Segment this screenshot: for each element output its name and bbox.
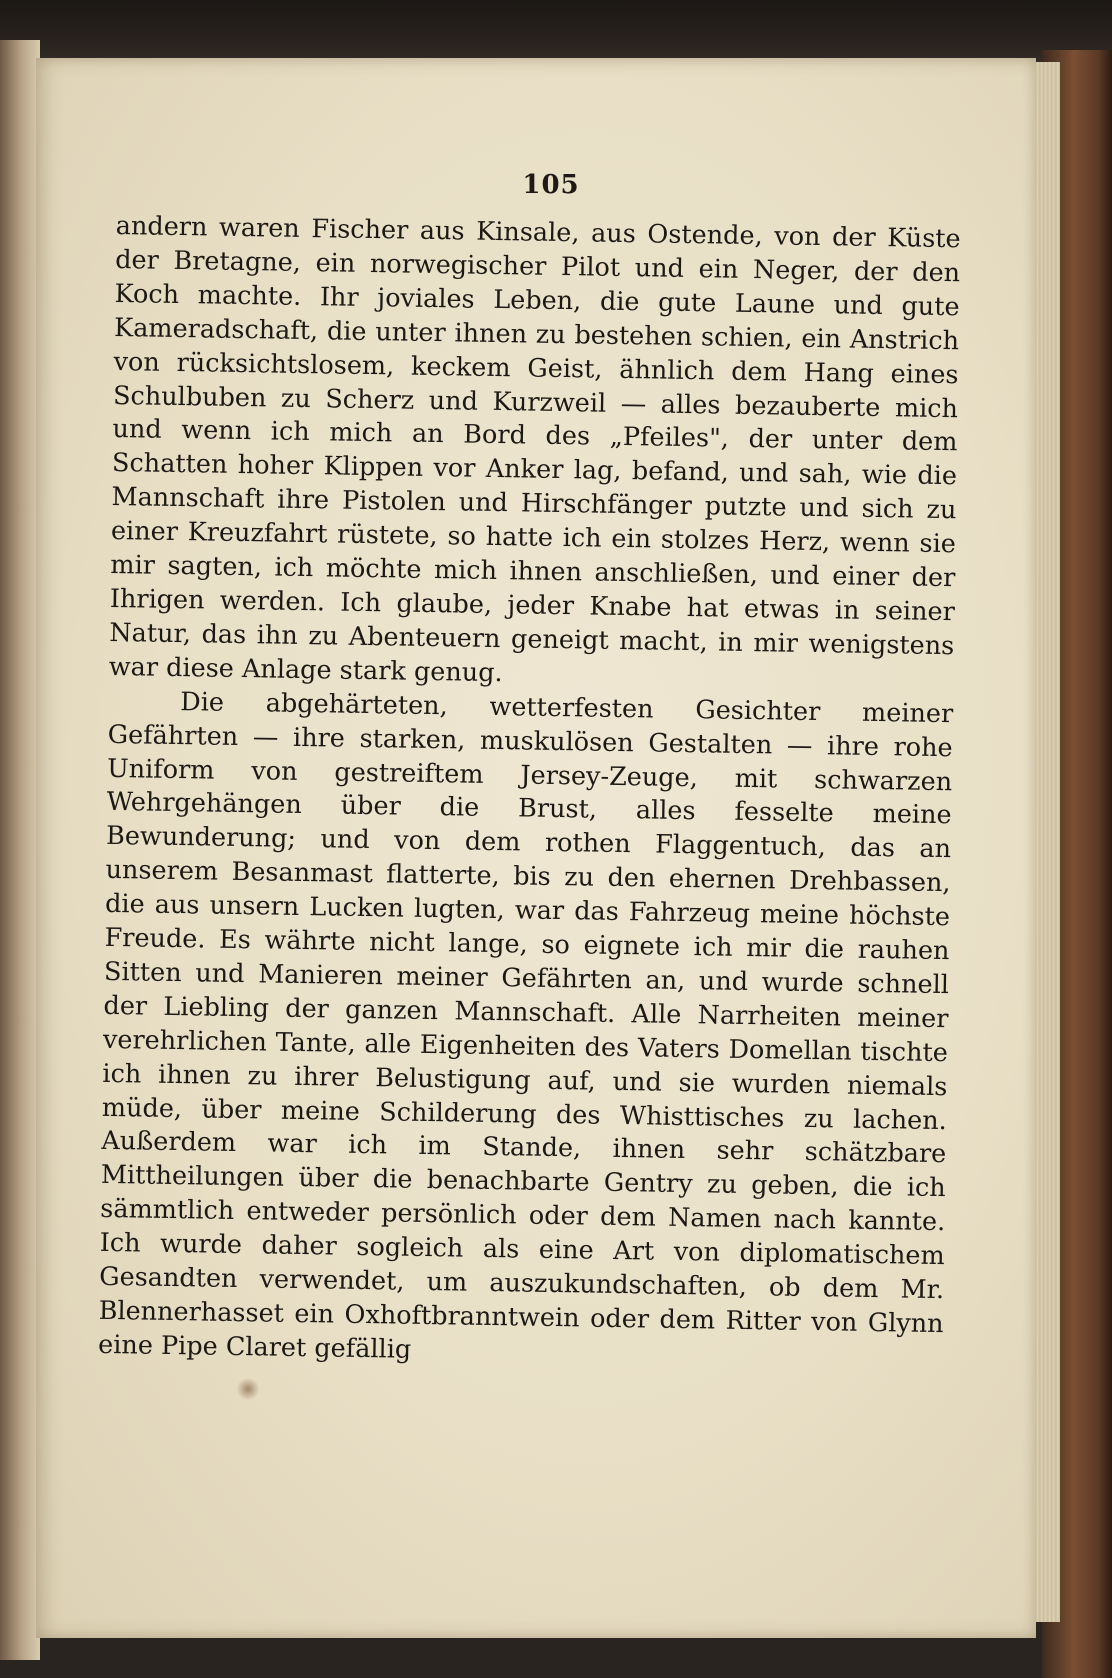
paragraph-2: Die abgehärteten, wetterfesten Gesichter meiner Gefährten — ihre starken, muskulösen Gestalten — ihre rohe Uniform von gestreiftem Jersey-Zeuge, mit schwarzen Wehrgehängen über die Brust, alles fesselte meine Bewunderung; und von dem rothen Flaggentuch, das an unserem Besanmast flatterte, bis zu den ehernen Drehbassen, die aus unsern Lucken lugten, war das Fahrzeug meine höchste Freude. Es währte nicht lange, so eignete ich mir die rauhen Sitten und Manieren meiner Gefährten an, und wurde schnell der Liebling der ganzen Mannschaft. Alle Narrheiten meiner verehrlichen Tante, alle Eigenheiten des Vaters Domellan tischte ich ihnen zu ihrer Belustigung auf, und sie wurden niemals müde, über meine Schilderung des Whisttisches zu lachen. Außerdem war ich im Stande, ihnen sehr schätzbare Mittheilungen über die benachbarte Gentry zu geben, die ich sämmtlich entweder persönlich oder dem Namen nach kannte. Ich wurde daher sogleich als eine Art von diplomatischem Gesandten verwendet, um auszukundschaften, ob dem Mr. Blennerhasset ein Oxhoftbranntwein oder dem Ritter von Glynn eine Pipe Claret gefällig	[97, 686, 954, 1365]
paper-stain	[236, 1378, 260, 1400]
book-gutter	[0, 40, 40, 1660]
page-number: 105	[522, 170, 580, 200]
book-page	[36, 58, 1036, 1638]
body-text	[98, 210, 961, 1376]
paragraph-1: andern waren Fischer aus Kinsale, aus Ostende, von der Küste der Bretagne, ein norwegischer Pilot und ein Neger, der den Koch machte. Ihr joviales Leben, die gute Laune und gute Kameradschaft, die unter ihnen zu bestehen schien, ein Anstrich von rücksichtslosem, keckem Geist, ähnlich dem Hang eines Schulbuben zu Scherz und Kurzweil — alles bezauberte mich und wenn ich mich an Bord des „Pfeiles", der unter dem Schatten hoher Klippen vor Anker lag, befand, und sah, wie die Mannschaft ihre Pistolen und Hirschfänger putzte und sich zu einer Kreuzfahrt rüstete, so hatte ich ein stolzes Herz, wenn sie mir sagten, ich möchte mich ihnen anschließen, und einer der Ihrigen werden. Ich glaube, jeder Knabe hat etwas in seiner Natur, das ihn zu Abenteuern geneigt macht, in mir wenigstens war diese Anlage stark genug.	[108, 210, 961, 688]
